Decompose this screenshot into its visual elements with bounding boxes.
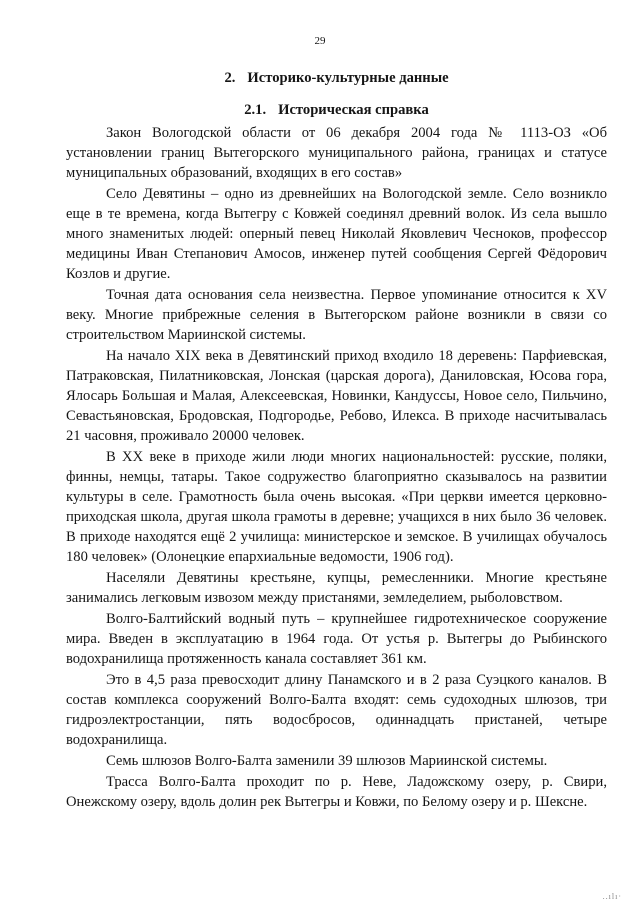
paragraph-canal-comparison: Это в 4,5 раза превосходит длину Панамского и в 2 раза Суэцкого каналов. В состав комплекса сооружений Волго-Балта входят: семь судоходных шлюзов, три гидроэлектростанции, пять водосбросов, одиннадцать пристаней, четыре водохранилища. — [66, 672, 607, 748]
paragraph-route: Трасса Волго-Балта проходит по р. Неве, Ладожскому озеру, р. Свири, Онежскому озеру, вдоль долин рек Вытегры и Ковжи, по Белому озеру и р. Шексне. — [66, 774, 607, 810]
paragraph-village-history: Село Девятины – одно из древнейших на Вологодской земле. Село возникло еще в те времена, когда Вытегру с Ковжей соединял древний волок. Из села вышло много знаменитых людей: оперный певец Николай Яковлевич Чесноков, профессор медицины Иван Степанович Амосов, инженер путей сообщения Сергей Фёдорович Козлов и другие. — [66, 186, 607, 282]
page-number: 29 — [314, 35, 326, 47]
subsection-heading — [66, 100, 607, 120]
scan-mark: ..ılı· — [602, 892, 622, 901]
document-body — [66, 68, 607, 813]
paragraph-parish-villages: На начало XIX века в Девятинский приход входило 18 деревень: Парфиевская, Патраковская, Пилатниковская, Лонская (царская дорога), Даниловская, Юсова гора, Ялосарь Большая и Малая, Алексеевская, Новинки, Кандуссы, Новое село, Пильчино, Севастьяновская, Бродовская, Подгородье, Ребово, Илекса. В приходе насчитывалась 21 часовня, проживало 20000 человек. — [66, 348, 607, 444]
subsection-title: Историческая справка — [278, 102, 429, 118]
paragraph-inhabitants: Населяли Девятины крестьяне, купцы, ремесленники. Многие крестьяне занимались легковым извозом между пристанями, земледелием, рыболовством. — [66, 570, 607, 606]
paragraph-locks: Семь шлюзов Волго-Балта заменили 39 шлюзов Мариинской системы. — [106, 753, 548, 769]
paragraph-20th-century: В XX веке в приходе жили люди многих национальностей: русские, поляки, финны, немцы, татары. Такое содружество благоприятно сказывалось на развитии культуры в селе. Грамотность была очень высокая. «При церкви имеется церковно-приходская школа, другая школа грамоты в деревне; учащихся в них было 36 человек. В приходе находятся ещё 2 училища: министерское и земское. В училищах обучалось 180 человек» (Олонецкие епархиальные ведомости, 1906 год). — [66, 449, 607, 565]
subsection-number: 2.1. — [244, 102, 267, 118]
section-title: Историко-культурные данные — [247, 70, 449, 86]
section-heading — [66, 68, 607, 88]
paragraph-founding-date: Точная дата основания села неизвестна. Первое упоминание относится к XV веку. Многие прибрежные селения в Вытегорском районе возникли в связи со строительством Мариинской системы. — [66, 287, 607, 343]
paragraph-law-reference: Закон Вологодской области от 06 декабря 2004 года № 1113-ОЗ «Об установлении границ Вытегорского муниципального района, границах и статусе муниципальных образований, входящих в его состав» — [66, 125, 607, 181]
paragraph-volga-baltic: Волго-Балтийский водный путь – крупнейшее гидротехническое сооружение мира. Введен в эксплуатацию в 1964 года. От устья р. Вытегры до Рыбинского водохранилища протяженность канала составляет 361 км. — [66, 611, 607, 667]
section-number: 2. — [224, 70, 236, 86]
